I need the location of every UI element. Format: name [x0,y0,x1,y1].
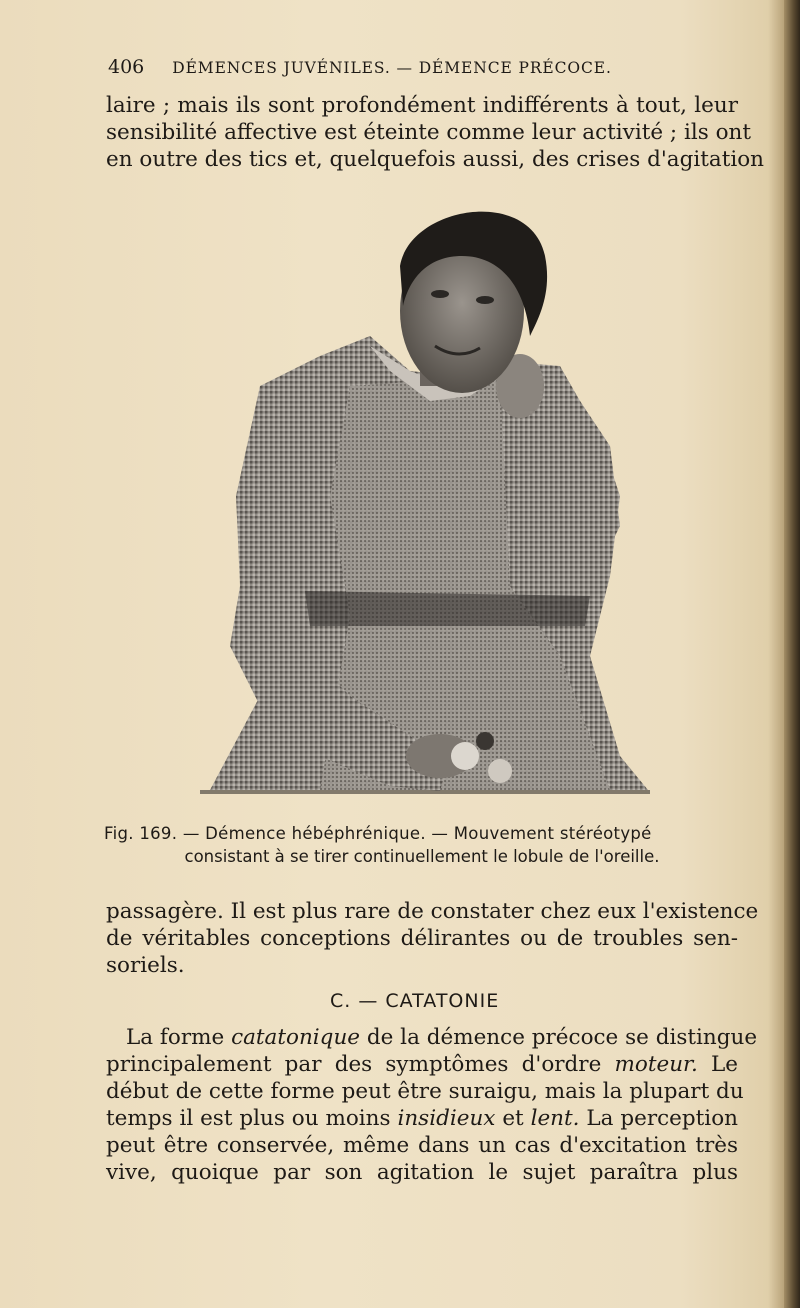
italic-term: moteur. [614,1052,698,1077]
text-run: Le [697,1052,738,1077]
italic-term: insidieux [397,1106,496,1131]
text-line: sensibilité affective est éteinte comme leur activité ; ils ont [106,120,752,145]
figure-caption [104,822,740,868]
book-spine-shadow [784,0,800,1308]
text-run: principalement par des symptômes d'ordre [106,1052,615,1077]
text-line [106,1105,738,1132]
running-title: DÉMENCES JUVÉNILES. — DÉMENCE PRÉCOCE. [172,59,612,77]
text-line: vive, quoique par son agitation le sujet paraîtra plus [106,1160,738,1185]
paragraph-top [106,92,765,173]
text-run: temps il est plus ou moins [106,1106,398,1131]
text-run: de la démence précoce se distingue [360,1025,758,1050]
text-run: La perception [579,1106,738,1131]
text-line: en outre des tics et, quelquefois aussi, des crises d'agitation [106,147,765,172]
figure-photograph [200,196,650,794]
paragraph-bottom [106,1024,758,1186]
section-heading: C. — CATATONIE [330,990,500,1012]
text-line [106,1051,738,1078]
text-line: début de cette forme peut être suraigu, mais la plupart du [106,1079,744,1104]
text-line: peut être conservée, même dans un cas d'excitation très [106,1133,738,1158]
text-run: et [495,1106,531,1131]
text-run: La forme [126,1025,232,1050]
italic-term: catatonique [231,1025,361,1050]
woman-portrait-illustration [200,196,650,794]
caption-line: consistant à se tirer continuellement le lobule de l'oreille. [184,847,660,866]
italic-term: lent. [530,1106,580,1131]
text-line [106,1024,758,1051]
text-line: passagère. Il est plus rare de constater chez eux l'existence [106,899,759,924]
text-line: de véritables conceptions délirantes ou de troubles sen- [106,926,738,951]
caption-line: Fig. 169. — Démence hébéphrénique. — Mouvement stéréotypé [104,824,652,843]
running-header [108,56,668,80]
page-number: 406 [108,56,145,78]
text-line: soriels. [106,953,185,978]
paragraph-middle [106,898,759,979]
text-line: laire ; mais ils sont profondément indifférents à tout, leur [106,93,738,118]
